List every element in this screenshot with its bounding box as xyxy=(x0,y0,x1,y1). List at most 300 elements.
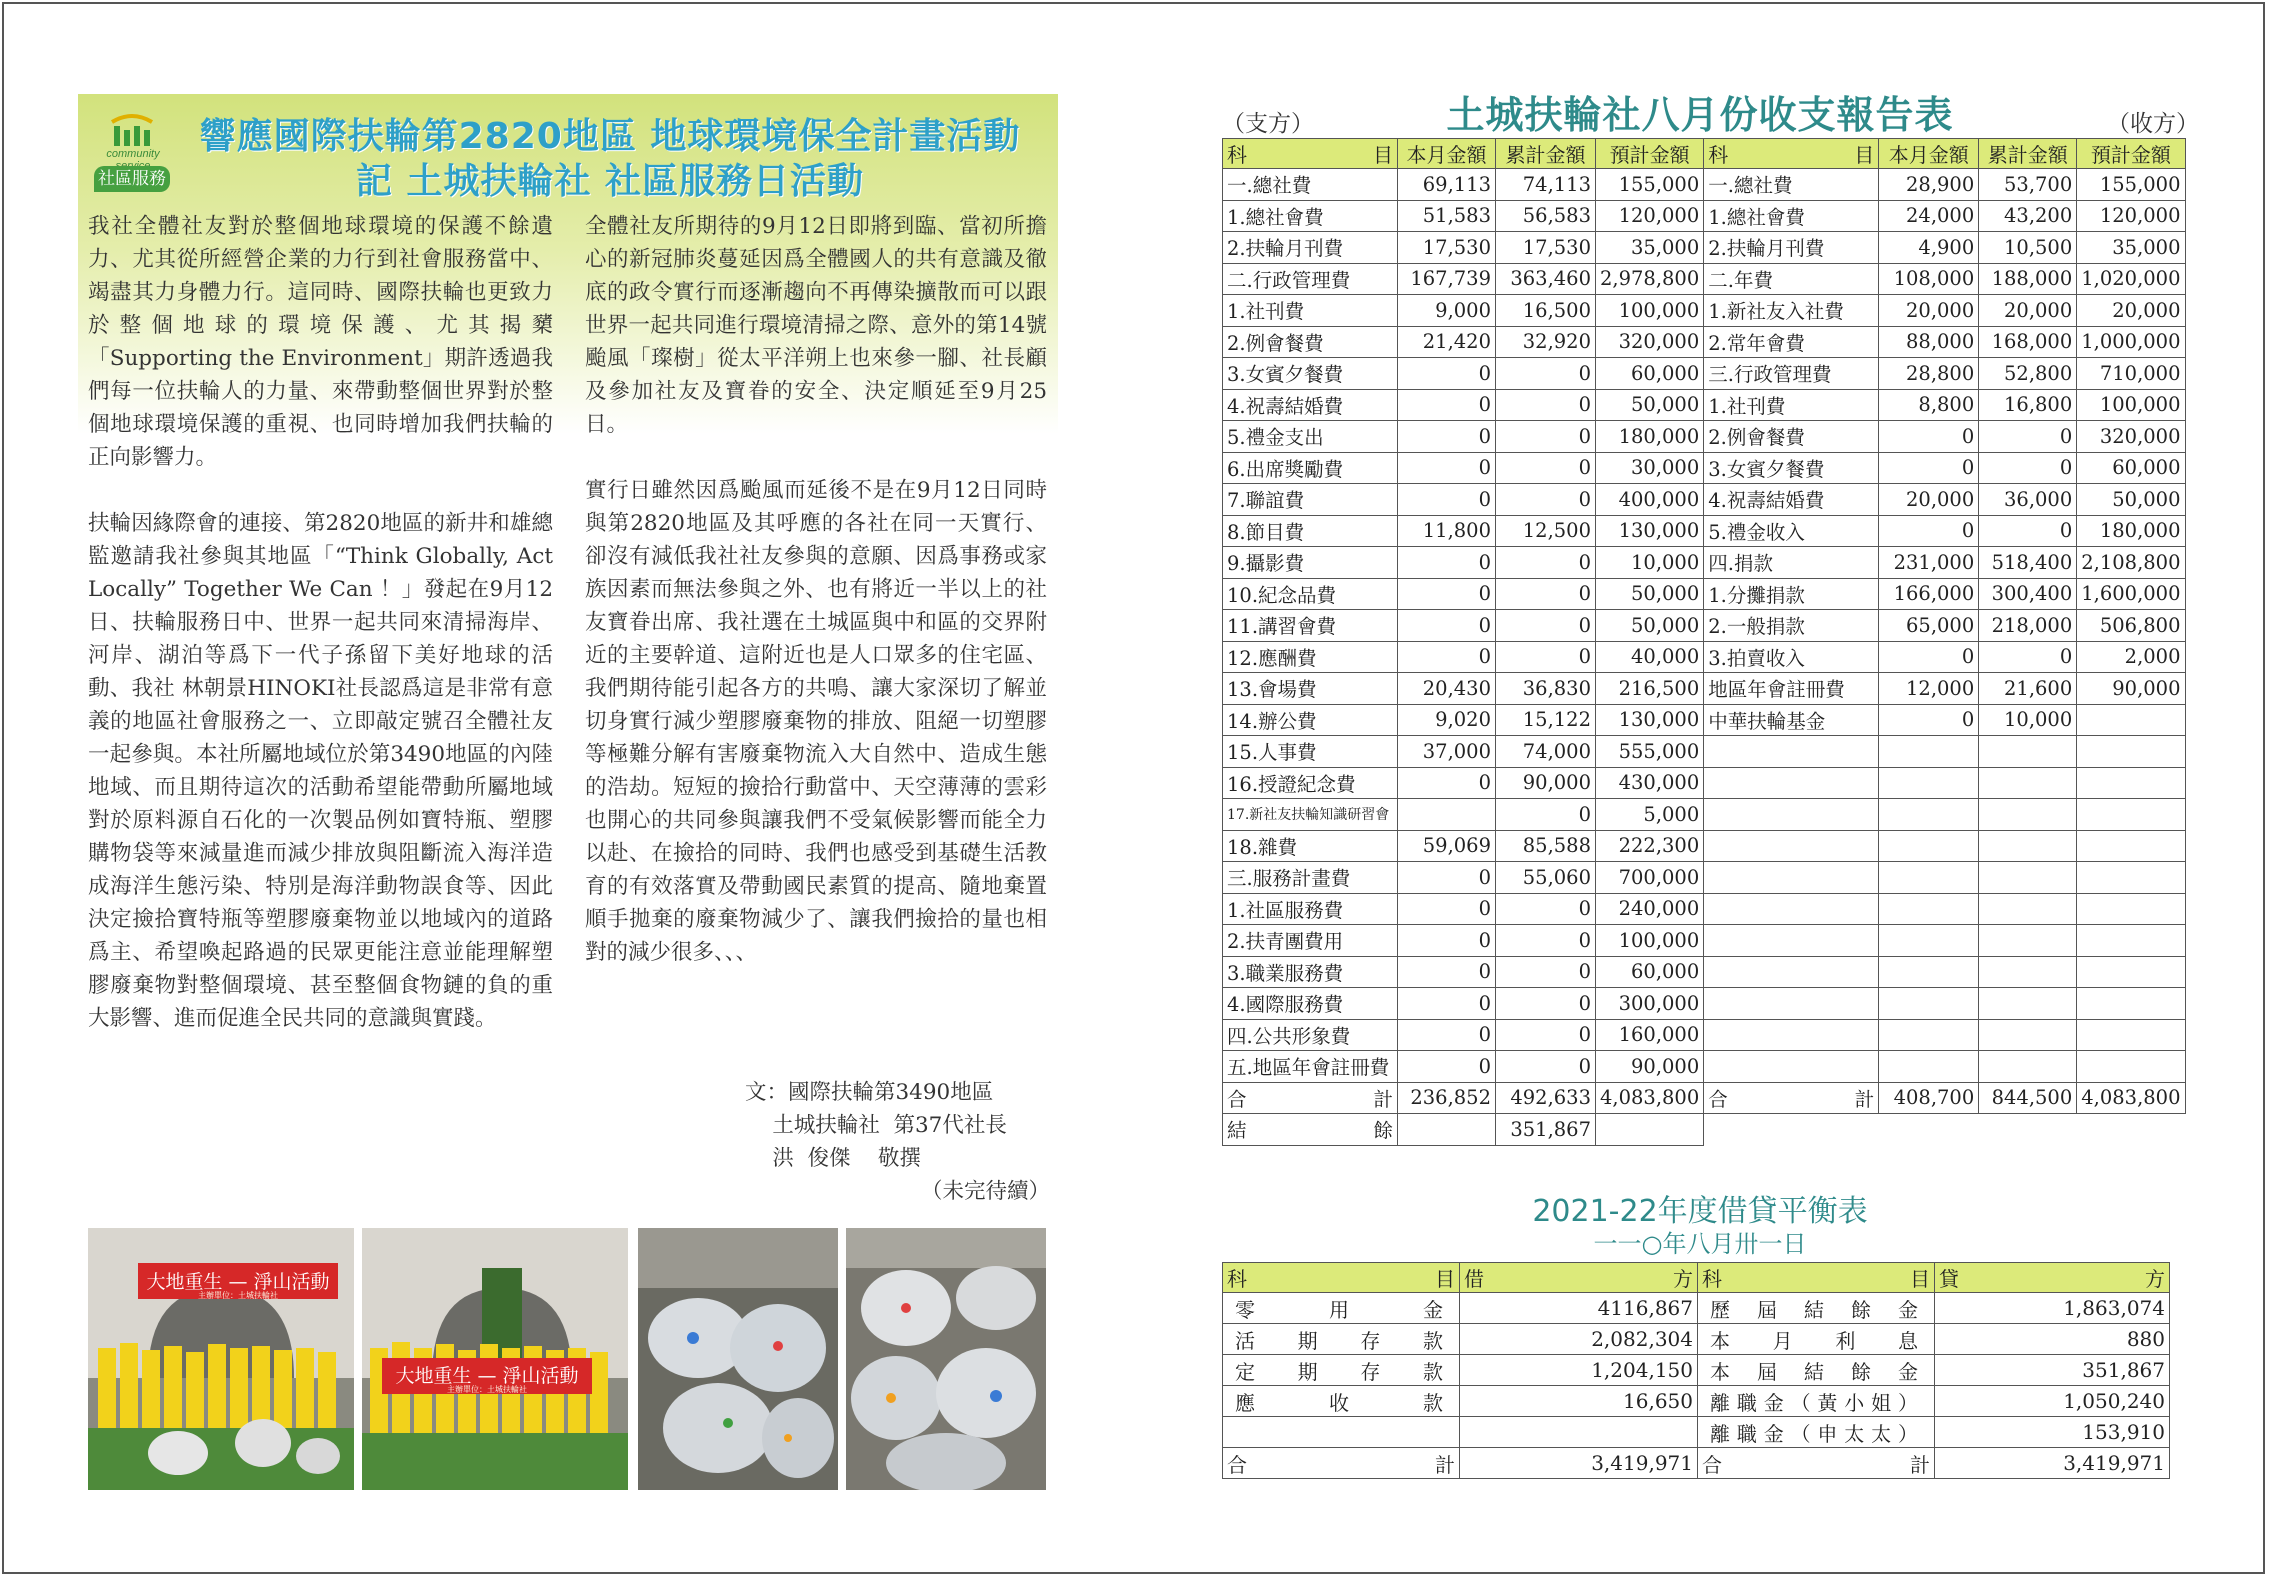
row-month-amount: 69,113 xyxy=(1398,169,1496,201)
table-row xyxy=(1223,925,2186,957)
row-budget-amount xyxy=(2077,704,2185,736)
row-cumulative-amount: 218,000 xyxy=(1979,610,2077,642)
row-budget-amount: 160,000 xyxy=(1596,1019,1704,1051)
row-month-amount: 0 xyxy=(1398,862,1496,894)
row-month-amount: 0 xyxy=(1398,610,1496,642)
table-row xyxy=(1223,673,2186,705)
table-header-row xyxy=(1223,1263,2170,1293)
row-subject: 9.攝影費 xyxy=(1223,547,1398,579)
table-row xyxy=(1223,578,2186,610)
row-subject: 18.雜費 xyxy=(1223,830,1398,862)
row-subject: 一.總社費 xyxy=(1704,169,1879,201)
paragraph: 全體社友所期待的9月12日即將到臨、當初所擔心的新冠肺炎蔓延因爲全體國人的共有意識及徹底的政令實行而逐漸趨向不再傳染擴散而可以跟世界一起共同進行環境清掃之際、意外的第14號颱風「璨樹」從太平洋朔上也來參一腳、社長顧及參加社友及寶眷的安全、決定順延至9月25日。 xyxy=(585,214,1047,437)
row-cumulative-amount: 43,200 xyxy=(1979,200,2077,232)
row-cumulative-amount: 55,060 xyxy=(1496,862,1596,894)
balance-amount: 351,867 xyxy=(1935,1355,2170,1386)
row-subject: 15.人事費 xyxy=(1223,736,1398,768)
table-row xyxy=(1223,389,2186,421)
row-subject: 4.祝壽結婚費 xyxy=(1223,389,1398,421)
row-month-amount xyxy=(1879,925,1979,957)
row-cumulative-amount: 0 xyxy=(1979,452,2077,484)
row-cumulative-amount: 74,000 xyxy=(1496,736,1596,768)
author-signature xyxy=(745,1076,1050,1208)
row-month-amount: 21,420 xyxy=(1398,326,1496,358)
row-budget-amount: 50,000 xyxy=(2077,484,2185,516)
row-budget-amount: 60,000 xyxy=(2077,452,2185,484)
row-budget-amount xyxy=(2077,1019,2185,1051)
balance-subject: 應收款 xyxy=(1223,1386,1460,1417)
row-month-amount: 0 xyxy=(1879,704,1979,736)
row-cumulative-amount: 53,700 xyxy=(1979,169,2077,201)
row-month-amount: 0 xyxy=(1398,484,1496,516)
row-cumulative-amount: 0 xyxy=(1496,421,1596,453)
row-cumulative-amount: 21,600 xyxy=(1979,673,2077,705)
row-budget-amount xyxy=(2077,736,2185,768)
row-subject: 17.新社友扶輪知識研習會 xyxy=(1223,799,1398,831)
row-month-amount: 166,000 xyxy=(1879,578,1979,610)
row-budget-amount: 35,000 xyxy=(1596,232,1704,264)
row-month-amount: 0 xyxy=(1398,1051,1496,1083)
row-subject: 3.拍賣收入 xyxy=(1704,641,1879,673)
table-row xyxy=(1223,641,2186,673)
total-amount: 4,083,800 xyxy=(2077,1082,2185,1114)
balance-amount: 153,910 xyxy=(1935,1417,2170,1448)
row-budget-amount: 506,800 xyxy=(2077,610,2185,642)
row-month-amount xyxy=(1879,830,1979,862)
table-row xyxy=(1223,263,2186,295)
balance-amount: 351,867 xyxy=(1496,1114,1596,1146)
row-month-amount: 59,069 xyxy=(1398,830,1496,862)
balance-amount: 16,650 xyxy=(1460,1386,1698,1417)
row-month-amount: 8,800 xyxy=(1879,389,1979,421)
row-cumulative-amount: 0 xyxy=(1979,641,2077,673)
row-subject: 16.授證紀念費 xyxy=(1223,767,1398,799)
row-cumulative-amount: 85,588 xyxy=(1496,830,1596,862)
table-row xyxy=(1223,1293,2170,1324)
row-month-amount: 0 xyxy=(1879,452,1979,484)
table-row xyxy=(1223,421,2186,453)
row-subject xyxy=(1704,1019,1879,1051)
table-row xyxy=(1223,169,2186,201)
banner-text: 大地重生 — 淨山活動 xyxy=(146,1271,330,1293)
row-month-amount: 0 xyxy=(1398,578,1496,610)
row-subject: 2.扶青團費用 xyxy=(1223,925,1398,957)
row-budget-amount: 120,000 xyxy=(2077,200,2185,232)
row-subject: 1.總社會費 xyxy=(1223,200,1398,232)
signature-line: 文：國際扶輪第3490地區 xyxy=(745,1080,994,1105)
row-budget-amount: 320,000 xyxy=(1596,326,1704,358)
row-cumulative-amount xyxy=(1979,1051,2077,1083)
row-budget-amount: 320,000 xyxy=(2077,421,2185,453)
row-subject: 一.總社費 xyxy=(1223,169,1398,201)
row-subject xyxy=(1704,862,1879,894)
row-month-amount xyxy=(1879,767,1979,799)
paragraph: 扶輪因緣際會的連接、第2820地區的新井和雄總監邀請我社參與其地區「“Think Globally, Act Locally” Together We Can ！」發起在9月12日、扶輪服務日中、世界一起共同來清掃海岸、河岸、湖泊等爲下一代子孫留下美好地球的活動、我社 林朝景HINOKI社長認爲這是非常有意義的地區社會服務之一、立即敲定號召全體社友一起參與。本社所屬地域位於第3490地區的內陸地域、而且期待這次的活動希望能帶動所屬地域對於原料源自石化的一次製品例如寶特瓶、塑膠購物袋等來減量進而減少排放與阻斷流入海洋造成海洋生態污染、特別是海洋動物誤食等、因此決定撿拾寶特瓶等塑膠廢棄物並以地域內的道路爲主、希望喚起路過的民眾更能注意並能理解塑膠廢棄物對整個環境、甚至整個食物鏈的負的重大影響、進而促進全民共同的意識與實踐。 xyxy=(88,511,553,1031)
row-month-amount xyxy=(1879,1051,1979,1083)
row-month-amount: 9,000 xyxy=(1398,295,1496,327)
balance-subject: 離職金（申太太） xyxy=(1698,1417,1935,1448)
row-month-amount: 0 xyxy=(1398,893,1496,925)
table-row xyxy=(1223,1386,2170,1417)
row-subject: 8.節目費 xyxy=(1223,515,1398,547)
balance-subject xyxy=(1223,1417,1460,1448)
photo-collected-bags xyxy=(638,1228,838,1490)
row-cumulative-amount: 0 xyxy=(1496,1019,1596,1051)
row-month-amount: 0 xyxy=(1398,421,1496,453)
table-row xyxy=(1223,484,2186,516)
banner-sub-text: 主辦單位：土城扶輪社 xyxy=(447,1385,527,1394)
table-row xyxy=(1223,1019,2186,1051)
row-cumulative-amount: 15,122 xyxy=(1496,704,1596,736)
row-budget-amount: 130,000 xyxy=(1596,515,1704,547)
row-month-amount: 0 xyxy=(1398,956,1496,988)
label-payments: （支方） xyxy=(1222,111,1314,137)
row-budget-amount: 50,000 xyxy=(1596,578,1704,610)
community-service-logo xyxy=(92,108,172,194)
balance-amount: 880 xyxy=(1935,1324,2170,1355)
row-budget-amount: 2,978,800 xyxy=(1596,263,1704,295)
row-month-amount: 17,530 xyxy=(1398,232,1496,264)
balance-amount: 1,204,150 xyxy=(1460,1355,1698,1386)
row-budget-amount: 180,000 xyxy=(2077,515,2185,547)
row-subject: 6.出席獎勵費 xyxy=(1223,452,1398,484)
balance-row xyxy=(1223,1114,2186,1146)
table-row xyxy=(1223,200,2186,232)
paragraph: 實行日雖然因爲颱風而延後不是在9月12日同時與第2820地區及其呼應的各社在同一天實行、卻沒有減低我社社友參與的意願、因爲事務或家族因素而無法參與之外、也有將近一半以上的社友寶眷出席、我社選在土城區與中和區的交界附近的主要幹道、這附近也是人口眾多的住宅區、我們期待能引起各方的共鳴、讓大家深切了解並切身實行減少塑膠廢棄物的排放、阻絕一切塑膠等極難分解有害廢棄物流入大自然中、造成生態的浩劫。短短的撿拾行動當中、天空薄薄的雲彩也開心的共同參與讓我們不受氣候影響而能全力以赴、在撿拾的同時、我們也感受到基礎生活教育的有效落實及帶動國民素質的提高、隨地棄置順手拋棄的廢棄物減少了、讓我們撿拾的量也相對的減少很多、、、 xyxy=(585,478,1047,965)
row-month-amount: 0 xyxy=(1398,1019,1496,1051)
row-cumulative-amount xyxy=(1979,893,2077,925)
credit-total: 3,419,971 xyxy=(1935,1448,2170,1479)
row-cumulative-amount: 36,000 xyxy=(1979,484,2077,516)
header-credit: 貸 方 xyxy=(1935,1263,2170,1293)
paragraph: 我社全體社友對於整個地球環境的保護不餘遺力、尤其從所經營企業的力行到社會服務當中、竭盡其力身體力行。這同時、國際扶輪也更致力於整個地球的環境保護、尤其揭櫫「Supporting the Environment」期許透過我們每一位扶輪人的力量、來帶動整個世界對於整個地球環境保護的重視、也同時增加我們扶輪的正向影響力。 xyxy=(88,214,553,470)
banner-text: 大地重生 — 淨山活動 xyxy=(395,1365,579,1387)
row-budget-amount: 400,000 xyxy=(1596,484,1704,516)
photo-group-with-banner xyxy=(88,1228,354,1490)
row-month-amount: 0 xyxy=(1879,515,1979,547)
row-cumulative-amount: 0 xyxy=(1496,799,1596,831)
table-row xyxy=(1223,1417,2170,1448)
row-cumulative-amount: 0 xyxy=(1496,484,1596,516)
row-subject xyxy=(1704,925,1879,957)
row-cumulative-amount xyxy=(1979,862,2077,894)
row-budget-amount: 2,108,800 xyxy=(2077,547,2185,579)
article-column-2 xyxy=(585,210,1047,969)
headline-line-1: 響應國際扶輪第2820地區 地球環境保全計畫活動 xyxy=(199,116,1021,157)
row-cumulative-amount: 168,000 xyxy=(1979,326,2077,358)
row-month-amount: 0 xyxy=(1879,641,1979,673)
header-subject: 科 目 xyxy=(1223,139,1398,169)
row-cumulative-amount: 0 xyxy=(1496,641,1596,673)
row-budget-amount: 20,000 xyxy=(2077,295,2185,327)
row-subject: 4.國際服務費 xyxy=(1223,988,1398,1020)
row-cumulative-amount: 300,400 xyxy=(1979,578,2077,610)
table-row xyxy=(1223,1051,2186,1083)
table-row xyxy=(1223,704,2186,736)
row-budget-amount: 100,000 xyxy=(2077,389,2185,421)
table-row xyxy=(1223,515,2186,547)
row-cumulative-amount xyxy=(1979,988,2077,1020)
row-month-amount: 231,000 xyxy=(1879,547,1979,579)
header-subject: 科 目 xyxy=(1704,139,1879,169)
row-cumulative-amount: 12,500 xyxy=(1496,515,1596,547)
row-budget-amount xyxy=(2077,893,2185,925)
row-month-amount: 0 xyxy=(1398,389,1496,421)
row-subject xyxy=(1704,893,1879,925)
row-month-amount: 37,000 xyxy=(1398,736,1496,768)
row-subject: 5.禮金支出 xyxy=(1223,421,1398,453)
row-cumulative-amount: 17,530 xyxy=(1496,232,1596,264)
balance-subject: 本月利息 xyxy=(1698,1324,1935,1355)
to-be-continued: （未完待續） xyxy=(920,1179,1050,1204)
row-subject xyxy=(1704,767,1879,799)
row-month-amount: 28,900 xyxy=(1879,169,1979,201)
balance-subject: 離職金（黃小姐） xyxy=(1698,1386,1935,1417)
row-budget-amount: 300,000 xyxy=(1596,988,1704,1020)
row-budget-amount: 1,020,000 xyxy=(2077,263,2185,295)
row-budget-amount: 60,000 xyxy=(1596,956,1704,988)
row-cumulative-amount: 518,400 xyxy=(1979,547,2077,579)
balance-amount: 2,082,304 xyxy=(1460,1324,1698,1355)
row-subject: 2.一般捐款 xyxy=(1704,610,1879,642)
total-amount: 408,700 xyxy=(1879,1082,1979,1114)
balance-subject: 零用金 xyxy=(1223,1293,1460,1324)
balance-amount: 4116,867 xyxy=(1460,1293,1698,1324)
row-subject: 1.社刊費 xyxy=(1223,295,1398,327)
logo-service-text: community xyxy=(106,148,160,160)
row-cumulative-amount: 0 xyxy=(1496,389,1596,421)
row-subject: 三.服務計畫費 xyxy=(1223,862,1398,894)
row-cumulative-amount: 16,800 xyxy=(1979,389,2077,421)
row-budget-amount xyxy=(2077,830,2185,862)
row-budget-amount: 100,000 xyxy=(1596,295,1704,327)
row-cumulative-amount: 0 xyxy=(1496,610,1596,642)
row-subject: 2.例會餐費 xyxy=(1704,421,1879,453)
header-subject: 科 目 xyxy=(1698,1263,1935,1293)
table-row xyxy=(1223,452,2186,484)
row-subject: 1.新社友入社費 xyxy=(1704,295,1879,327)
balance-label: 結 餘 xyxy=(1223,1114,1398,1146)
row-cumulative-amount: 36,830 xyxy=(1496,673,1596,705)
row-subject: 2.扶輪月刊費 xyxy=(1223,232,1398,264)
row-subject: 五.地區年會註冊費 xyxy=(1223,1051,1398,1083)
row-budget-amount: 1,000,000 xyxy=(2077,326,2185,358)
row-budget-amount: 35,000 xyxy=(2077,232,2185,264)
row-subject: 12.應酬費 xyxy=(1223,641,1398,673)
row-budget-amount: 90,000 xyxy=(1596,1051,1704,1083)
row-month-amount: 51,583 xyxy=(1398,200,1496,232)
row-budget-amount: 90,000 xyxy=(2077,673,2185,705)
row-budget-amount: 2,000 xyxy=(2077,641,2185,673)
row-cumulative-amount: 32,920 xyxy=(1496,326,1596,358)
row-cumulative-amount: 56,583 xyxy=(1496,200,1596,232)
row-cumulative-amount: 0 xyxy=(1496,547,1596,579)
row-month-amount: 20,000 xyxy=(1879,295,1979,327)
total-label: 合 計 xyxy=(1698,1448,1935,1479)
row-budget-amount: 120,000 xyxy=(1596,200,1704,232)
row-month-amount xyxy=(1879,893,1979,925)
header-debit: 借 方 xyxy=(1460,1263,1698,1293)
row-budget-amount: 50,000 xyxy=(1596,610,1704,642)
row-budget-amount xyxy=(2077,956,2185,988)
balance-amount xyxy=(1460,1417,1698,1448)
row-subject xyxy=(1704,799,1879,831)
row-cumulative-amount xyxy=(1979,1019,2077,1051)
table-row xyxy=(1223,767,2186,799)
table-row xyxy=(1223,956,2186,988)
row-subject: 1.社區服務費 xyxy=(1223,893,1398,925)
row-month-amount xyxy=(1879,799,1979,831)
row-budget-amount: 60,000 xyxy=(1596,358,1704,390)
row-budget-amount: 700,000 xyxy=(1596,862,1704,894)
table-row xyxy=(1223,610,2186,642)
row-month-amount: 24,000 xyxy=(1879,200,1979,232)
row-subject: 地區年會註冊費 xyxy=(1704,673,1879,705)
row-subject: 3.女賓夕餐費 xyxy=(1223,358,1398,390)
row-month-amount: 0 xyxy=(1398,452,1496,484)
row-cumulative-amount: 0 xyxy=(1496,358,1596,390)
row-cumulative-amount: 20,000 xyxy=(1979,295,2077,327)
row-cumulative-amount: 0 xyxy=(1496,452,1596,484)
row-cumulative-amount: 188,000 xyxy=(1979,263,2077,295)
label-receipts: （收方） xyxy=(2107,111,2199,137)
row-budget-amount: 130,000 xyxy=(1596,704,1704,736)
total-label: 合 計 xyxy=(1704,1082,1879,1114)
table-row xyxy=(1223,736,2186,768)
table-row xyxy=(1223,799,2186,831)
row-budget-amount: 10,000 xyxy=(1596,547,1704,579)
row-cumulative-amount: 16,500 xyxy=(1496,295,1596,327)
row-budget-amount: 1,600,000 xyxy=(2077,578,2185,610)
row-month-amount: 88,000 xyxy=(1879,326,1979,358)
row-budget-amount: 100,000 xyxy=(1596,925,1704,957)
article-column-1 xyxy=(88,210,553,1035)
row-month-amount: 0 xyxy=(1398,767,1496,799)
row-month-amount: 4,900 xyxy=(1879,232,1979,264)
row-month-amount: 28,800 xyxy=(1879,358,1979,390)
signature-line: 洪 俊傑 敬撰 xyxy=(745,1146,921,1171)
table-row xyxy=(1223,232,2186,264)
rotary-tree-icon xyxy=(106,112,158,148)
table-row xyxy=(1223,295,2186,327)
row-subject xyxy=(1704,830,1879,862)
row-month-amount: 167,739 xyxy=(1398,263,1496,295)
header-cumulative: 累計金額 xyxy=(1979,139,2077,169)
table-row xyxy=(1223,830,2186,862)
row-budget-amount: 30,000 xyxy=(1596,452,1704,484)
table-row xyxy=(1223,1355,2170,1386)
total-row xyxy=(1223,1448,2170,1479)
row-cumulative-amount: 0 xyxy=(1496,925,1596,957)
row-cumulative-amount xyxy=(1979,799,2077,831)
row-month-amount: 0 xyxy=(1398,925,1496,957)
row-month-amount xyxy=(1879,736,1979,768)
row-month-amount: 0 xyxy=(1398,547,1496,579)
row-budget-amount xyxy=(2077,925,2185,957)
row-cumulative-amount xyxy=(1979,736,2077,768)
row-subject: 3.職業服務費 xyxy=(1223,956,1398,988)
headline-line-2: 記 土城扶輪社 社區服務日活動 xyxy=(355,161,865,202)
row-budget-amount: 216,500 xyxy=(1596,673,1704,705)
row-subject: 2.常年會費 xyxy=(1704,326,1879,358)
header-month: 本月金額 xyxy=(1879,139,1979,169)
row-month-amount: 9,020 xyxy=(1398,704,1496,736)
row-month-amount xyxy=(1398,799,1496,831)
table-row xyxy=(1223,326,2186,358)
row-cumulative-amount: 0 xyxy=(1496,893,1596,925)
row-month-amount: 20,430 xyxy=(1398,673,1496,705)
table-row xyxy=(1223,547,2186,579)
row-budget-amount: 50,000 xyxy=(1596,389,1704,421)
row-budget-amount xyxy=(2077,862,2185,894)
balance-sheet-title: 2021-22年度借貸平衡表 xyxy=(1532,1194,1868,1229)
row-month-amount: 12,000 xyxy=(1879,673,1979,705)
row-cumulative-amount: 0 xyxy=(1496,1051,1596,1083)
table-row xyxy=(1223,1324,2170,1355)
row-subject xyxy=(1704,736,1879,768)
row-cumulative-amount: 74,113 xyxy=(1496,169,1596,201)
header-month: 本月金額 xyxy=(1398,139,1496,169)
row-budget-amount: 222,300 xyxy=(1596,830,1704,862)
row-subject: 2.扶輪月刊費 xyxy=(1704,232,1879,264)
debit-total: 3,419,971 xyxy=(1460,1448,1698,1479)
row-cumulative-amount: 0 xyxy=(1979,515,2077,547)
row-subject: 二.行政管理費 xyxy=(1223,263,1398,295)
photo-group-with-banner xyxy=(362,1228,628,1490)
row-subject: 7.聯誼費 xyxy=(1223,484,1398,516)
row-budget-amount: 155,000 xyxy=(1596,169,1704,201)
header-subject: 科 目 xyxy=(1223,1263,1460,1293)
row-month-amount: 11,800 xyxy=(1398,515,1496,547)
row-subject: 1.分攤捐款 xyxy=(1704,578,1879,610)
banner-sub-text: 主辦單位：土城扶輪社 xyxy=(198,1291,278,1300)
total-label: 合 計 xyxy=(1223,1082,1398,1114)
row-month-amount: 0 xyxy=(1398,988,1496,1020)
total-amount: 492,633 xyxy=(1496,1082,1596,1114)
row-subject xyxy=(1704,988,1879,1020)
row-budget-amount: 555,000 xyxy=(1596,736,1704,768)
table-row xyxy=(1223,893,2186,925)
row-month-amount xyxy=(1879,988,1979,1020)
table-row xyxy=(1223,862,2186,894)
row-cumulative-amount: 52,800 xyxy=(1979,358,2077,390)
table-row xyxy=(1223,988,2186,1020)
balance-subject: 歷屆結餘金 xyxy=(1698,1293,1935,1324)
header-cumulative: 累計金額 xyxy=(1496,139,1596,169)
table-row xyxy=(1223,358,2186,390)
row-subject: 1.總社會費 xyxy=(1704,200,1879,232)
row-month-amount: 20,000 xyxy=(1879,484,1979,516)
balance-amount: 1,050,240 xyxy=(1935,1386,2170,1417)
balance-subject: 定期存款 xyxy=(1223,1355,1460,1386)
row-month-amount: 108,000 xyxy=(1879,263,1979,295)
balance-sheet-table xyxy=(1222,1262,2170,1479)
row-budget-amount: 40,000 xyxy=(1596,641,1704,673)
balance-subject: 本屆結餘金 xyxy=(1698,1355,1935,1386)
balance-amount: 1,863,074 xyxy=(1935,1293,2170,1324)
row-cumulative-amount: 0 xyxy=(1496,956,1596,988)
row-budget-amount: 240,000 xyxy=(1596,893,1704,925)
row-budget-amount: 710,000 xyxy=(2077,358,2185,390)
row-month-amount: 0 xyxy=(1398,358,1496,390)
row-budget-amount: 180,000 xyxy=(1596,421,1704,453)
row-subject: 4.祝壽結婚費 xyxy=(1704,484,1879,516)
income-expense-table xyxy=(1222,138,2186,1146)
report-title: 土城扶輪社八月份收支報告表 xyxy=(1446,93,1954,137)
row-subject: 四.捐款 xyxy=(1704,547,1879,579)
row-cumulative-amount xyxy=(1979,830,2077,862)
row-budget-amount: 155,000 xyxy=(2077,169,2185,201)
